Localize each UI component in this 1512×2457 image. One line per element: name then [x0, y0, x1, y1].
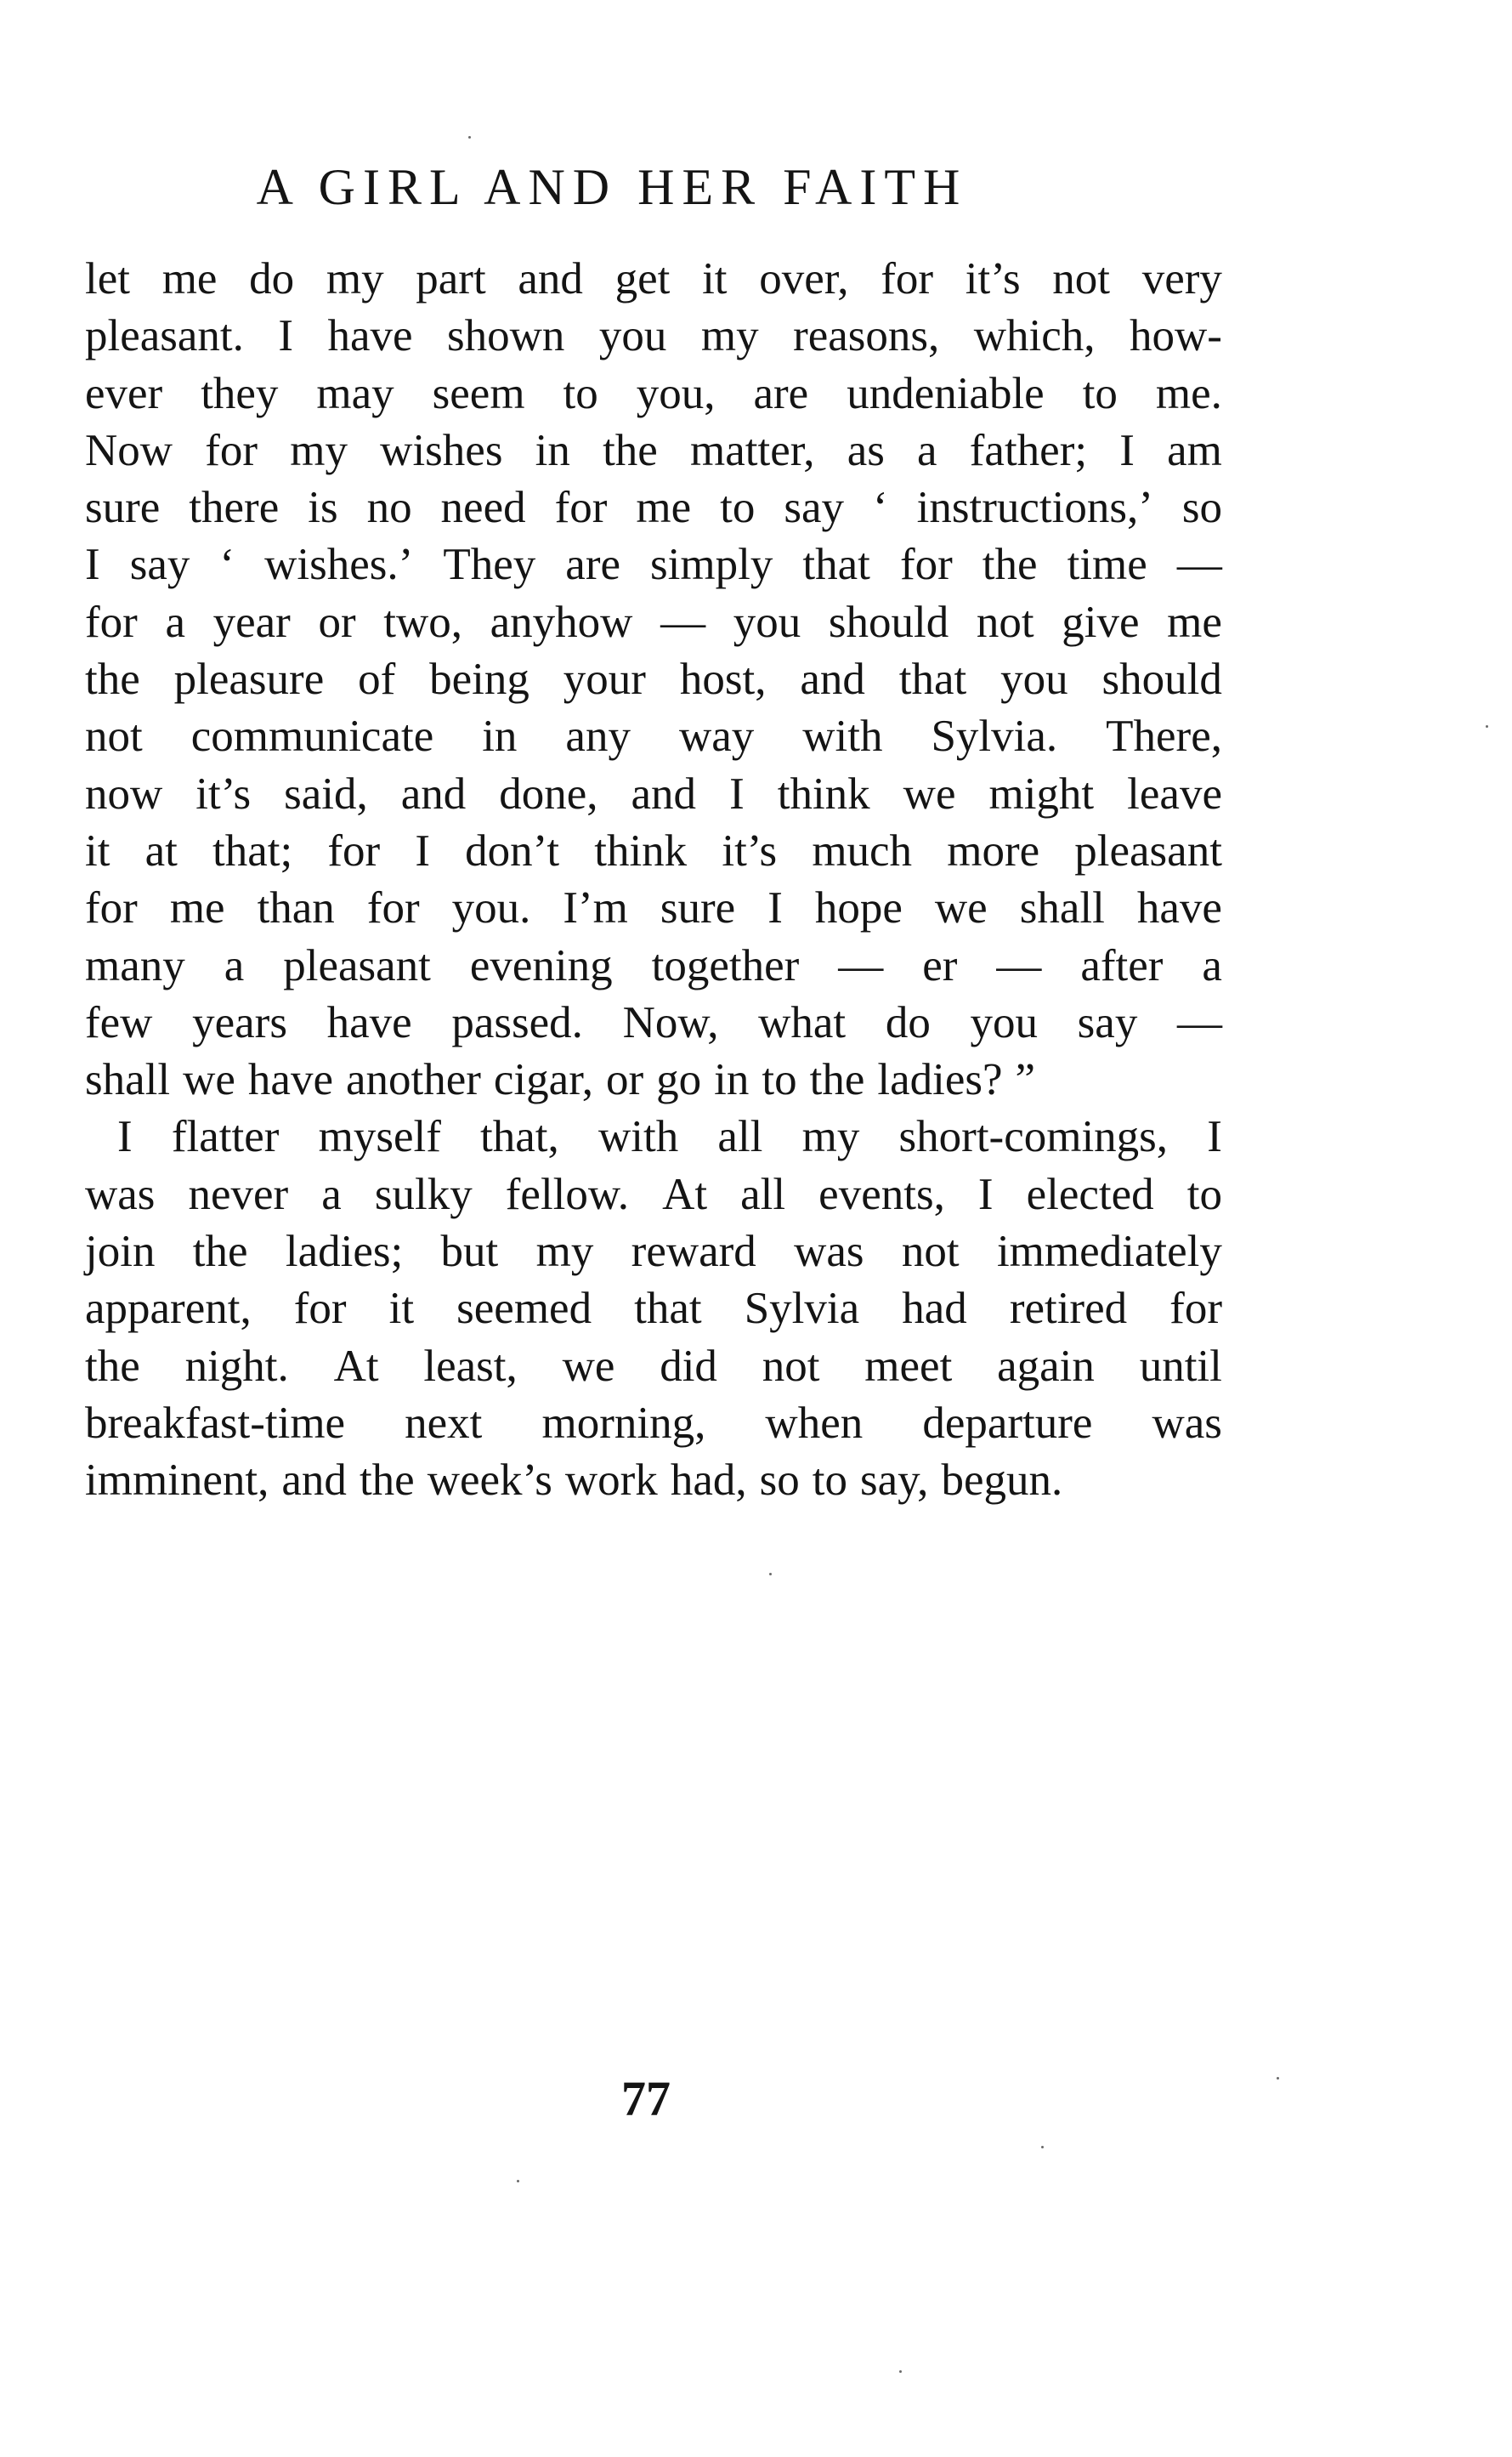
word: a — [1202, 940, 1222, 990]
word: fellow. — [505, 1169, 629, 1219]
word: is — [308, 483, 338, 533]
word: ever — [85, 368, 163, 418]
word: They — [443, 540, 536, 590]
word: I — [729, 769, 745, 819]
word: morning, — [541, 1398, 706, 1448]
word: we — [903, 769, 956, 819]
text-line — [85, 536, 1222, 593]
word: but — [440, 1227, 499, 1277]
word: — — [1177, 997, 1222, 1047]
body-text — [85, 251, 1222, 1510]
word: so — [1181, 483, 1222, 533]
word: again — [997, 1341, 1095, 1391]
word: was — [85, 1169, 156, 1219]
scan-speck — [517, 2180, 519, 2182]
word: two, — [383, 597, 463, 647]
word: week’s — [427, 1455, 552, 1506]
word: with — [597, 1112, 679, 1162]
word: we — [183, 1055, 235, 1105]
word: I — [1119, 425, 1135, 475]
text-line — [85, 1109, 1222, 1166]
word: pleasant. — [85, 311, 244, 361]
word: not — [1052, 254, 1111, 304]
word: you, — [636, 368, 716, 418]
word: me — [169, 883, 225, 933]
word: communicate — [190, 712, 434, 762]
word: have — [327, 311, 413, 361]
text-line — [85, 308, 1222, 365]
word: not — [901, 1227, 960, 1277]
running-head: A GIRL AND HER FAITH — [256, 159, 968, 215]
word: I — [415, 826, 430, 876]
scan-speck — [1041, 2146, 1044, 2148]
word: retired — [1009, 1284, 1128, 1334]
word: you — [1000, 655, 1068, 705]
word: At — [662, 1169, 708, 1219]
text-line — [85, 1052, 1222, 1109]
word: Sylvia. — [931, 712, 1058, 762]
word: seemed — [456, 1284, 592, 1334]
scan-speck — [1277, 2077, 1279, 2080]
word: pleasant — [1074, 826, 1222, 876]
word: At — [333, 1341, 379, 1391]
text-line — [85, 995, 1222, 1052]
word: all — [740, 1169, 786, 1219]
text-line — [85, 1395, 1222, 1452]
word: matter, — [690, 425, 815, 475]
text-line — [85, 708, 1222, 765]
word: me — [161, 254, 218, 304]
word: might — [988, 769, 1095, 819]
word: host, — [679, 655, 767, 705]
word: are — [565, 540, 620, 590]
word: I — [1207, 1112, 1222, 1162]
word: that — [802, 540, 870, 590]
text-line — [85, 766, 1222, 823]
word: never — [188, 1169, 289, 1219]
scan-speck — [769, 1573, 772, 1575]
word: to — [1186, 1169, 1222, 1219]
word: a — [321, 1169, 342, 1219]
word: go — [656, 1055, 702, 1105]
word: together — [651, 940, 800, 990]
word: it — [388, 1284, 415, 1334]
word: short-comings, — [898, 1112, 1169, 1162]
word: have — [247, 1055, 333, 1105]
word: more — [947, 826, 1040, 876]
word: to — [1082, 368, 1118, 418]
word: least, — [423, 1341, 518, 1391]
text-line — [85, 1223, 1222, 1280]
text-line — [85, 366, 1222, 423]
word: Now, — [622, 997, 719, 1047]
word: get — [614, 254, 671, 304]
page-number: 77 — [621, 2071, 671, 2126]
scan-speck — [1486, 725, 1488, 728]
word: or — [605, 1055, 644, 1105]
word: part — [416, 254, 486, 304]
text-line — [85, 880, 1222, 937]
word: you — [733, 597, 801, 647]
word: after — [1080, 940, 1164, 990]
word: said, — [284, 769, 368, 819]
word: simply — [650, 540, 773, 590]
word: hope — [814, 883, 903, 933]
word: many — [85, 940, 185, 990]
word: ‘ — [872, 483, 888, 533]
word: need — [440, 483, 526, 533]
word: father; — [969, 425, 1088, 475]
text-line — [85, 651, 1222, 708]
word: anyhow — [490, 597, 633, 647]
word: ladies; — [285, 1227, 404, 1277]
word: done, — [499, 769, 598, 819]
word: another — [345, 1055, 481, 1105]
word: the — [85, 1341, 140, 1391]
word: it’s — [965, 254, 1021, 304]
word: how- — [1130, 311, 1222, 361]
word: work — [564, 1455, 658, 1506]
word: — — [996, 940, 1042, 990]
word: sure — [660, 883, 736, 933]
word: no — [366, 483, 412, 533]
word: way — [678, 712, 755, 762]
word: reward — [631, 1227, 756, 1277]
word: was — [1152, 1398, 1222, 1448]
word: cigar, — [493, 1055, 593, 1105]
word: sure — [85, 483, 161, 533]
word: the — [192, 1227, 248, 1277]
word: for — [554, 483, 608, 533]
word: a — [224, 940, 245, 990]
word: — — [838, 940, 884, 990]
word: elected — [1026, 1169, 1154, 1219]
word: There, — [1106, 712, 1222, 762]
word: to — [812, 1455, 847, 1506]
word: for — [899, 540, 953, 590]
word: being — [429, 655, 529, 705]
word: for — [881, 254, 934, 304]
word: so — [759, 1455, 800, 1506]
word: may — [316, 368, 394, 418]
text-line — [85, 1280, 1222, 1337]
word: any — [565, 712, 631, 762]
word: pleasure — [173, 655, 325, 705]
word: undeniable — [847, 368, 1045, 418]
text-line — [85, 1338, 1222, 1395]
word: my — [700, 311, 759, 361]
word: had, — [670, 1455, 747, 1506]
word: do — [885, 997, 931, 1047]
word: my — [801, 1112, 860, 1162]
word: when — [765, 1398, 864, 1448]
word: you — [598, 311, 667, 361]
word: or — [318, 597, 356, 647]
word: apparent, — [85, 1284, 252, 1334]
word: imminent, — [85, 1455, 269, 1506]
word: much — [812, 826, 913, 876]
word: the — [603, 425, 658, 475]
word: not — [85, 712, 143, 762]
word: the — [809, 1055, 865, 1105]
word: the — [85, 655, 140, 705]
word: say, — [859, 1455, 929, 1506]
word: me. — [1155, 368, 1222, 418]
word: now — [85, 769, 163, 819]
word: of — [358, 655, 396, 705]
text-line — [85, 251, 1222, 308]
word: ‘ — [219, 540, 235, 590]
word: than — [257, 883, 335, 933]
word: ” — [1015, 1055, 1036, 1105]
word: the — [982, 540, 1038, 590]
word: for — [205, 425, 258, 475]
word: all — [717, 1112, 763, 1162]
word: think — [594, 826, 688, 876]
word: with — [802, 712, 883, 762]
word: me — [1167, 597, 1222, 647]
word: did — [660, 1341, 717, 1391]
scan-speck — [899, 2370, 902, 2373]
word: should — [828, 597, 949, 647]
word: not — [976, 597, 1034, 647]
word: me — [636, 483, 692, 533]
word: should — [1101, 655, 1222, 705]
word: have — [326, 997, 412, 1047]
word: wishes — [380, 425, 503, 475]
word: night. — [184, 1341, 289, 1391]
word: in — [714, 1055, 750, 1105]
word: you — [970, 997, 1038, 1047]
word: passed. — [451, 997, 583, 1047]
word: and — [631, 769, 697, 819]
word: join — [85, 1227, 156, 1277]
word: you. — [451, 883, 531, 933]
word: myself — [318, 1112, 441, 1162]
word: was — [794, 1227, 864, 1277]
text-line — [85, 1166, 1222, 1223]
word: what — [758, 997, 847, 1047]
word: very — [1141, 254, 1222, 304]
word: give — [1062, 597, 1140, 647]
word: shall — [1019, 883, 1105, 933]
word: in — [535, 425, 570, 475]
word: I — [117, 1112, 133, 1162]
word: am — [1167, 425, 1222, 475]
word: that — [898, 655, 967, 705]
word: I — [278, 311, 294, 361]
word: year — [212, 597, 291, 647]
word: evening — [469, 940, 613, 990]
text-line — [85, 1452, 1222, 1509]
word: years — [192, 997, 287, 1047]
word: to — [563, 368, 598, 418]
word: immediately — [996, 1227, 1222, 1277]
word: sulky — [374, 1169, 473, 1219]
text-line — [85, 423, 1222, 479]
word: pleasant — [283, 940, 431, 990]
word: that — [634, 1284, 702, 1334]
word: for — [85, 883, 138, 933]
word: I — [85, 540, 100, 590]
word: reasons, — [793, 311, 940, 361]
word: my — [290, 425, 348, 475]
scan-speck — [468, 136, 471, 139]
word: and — [400, 769, 467, 819]
word: as — [847, 425, 885, 475]
word: Now — [85, 425, 173, 475]
word: we — [562, 1341, 615, 1391]
word: seem — [432, 368, 525, 418]
word: leave — [1127, 769, 1222, 819]
word: I — [977, 1169, 994, 1219]
word: events, — [818, 1169, 945, 1219]
word: wishes.’ — [264, 540, 414, 590]
word: it — [85, 826, 110, 876]
word: over, — [759, 254, 849, 304]
word: we — [934, 883, 988, 933]
word: had — [902, 1284, 967, 1334]
word: departure — [922, 1398, 1093, 1448]
word: it — [702, 254, 728, 304]
word: for — [293, 1284, 347, 1334]
word: flatter — [171, 1112, 280, 1162]
word: my — [535, 1227, 594, 1277]
word: to — [762, 1055, 797, 1105]
word: they — [201, 368, 279, 418]
word: few — [85, 997, 153, 1047]
text-line — [85, 823, 1222, 880]
word: say — [129, 540, 190, 590]
word: and — [281, 1455, 347, 1506]
word: are — [753, 368, 809, 418]
word: — — [1176, 540, 1222, 590]
word: for — [1169, 1284, 1222, 1334]
word: it’s — [195, 769, 252, 819]
word: it’s — [722, 826, 778, 876]
word: meet — [864, 1341, 953, 1391]
word: for — [85, 597, 138, 647]
word: at — [144, 826, 178, 876]
word: say — [1077, 997, 1138, 1047]
word: a — [165, 597, 185, 647]
word: do — [249, 254, 295, 304]
word: don’t — [465, 826, 560, 876]
word: your — [563, 655, 646, 705]
text-line — [85, 479, 1222, 536]
word: instructions,’ — [916, 483, 1153, 533]
word: begun. — [941, 1455, 1063, 1506]
word: and — [518, 254, 583, 304]
word: I’m — [563, 883, 628, 933]
word: say — [784, 483, 844, 533]
word: and — [800, 655, 865, 705]
word: that; — [212, 826, 293, 876]
word: — — [660, 597, 706, 647]
word: to — [720, 483, 756, 533]
word: let — [85, 254, 130, 304]
word: breakfast-time — [85, 1398, 346, 1448]
word: have — [1136, 883, 1222, 933]
word: time — [1067, 540, 1147, 590]
text-line — [85, 594, 1222, 651]
word: shown — [447, 311, 565, 361]
word: there — [189, 483, 280, 533]
word: until — [1139, 1341, 1222, 1391]
word: for — [366, 883, 420, 933]
word: next — [405, 1398, 483, 1448]
word: I — [767, 883, 783, 933]
word: which, — [973, 311, 1096, 361]
word: not — [762, 1341, 820, 1391]
word: ladies? — [877, 1055, 1003, 1105]
word: shall — [85, 1055, 171, 1105]
text-line — [85, 938, 1222, 995]
word: Sylvia — [744, 1284, 860, 1334]
word: that, — [480, 1112, 559, 1162]
word: er — [922, 940, 958, 990]
word: my — [326, 254, 384, 304]
word: the — [359, 1455, 415, 1506]
word: think — [777, 769, 870, 819]
word: a — [917, 425, 937, 475]
word: in — [482, 712, 518, 762]
word: for — [327, 826, 381, 876]
